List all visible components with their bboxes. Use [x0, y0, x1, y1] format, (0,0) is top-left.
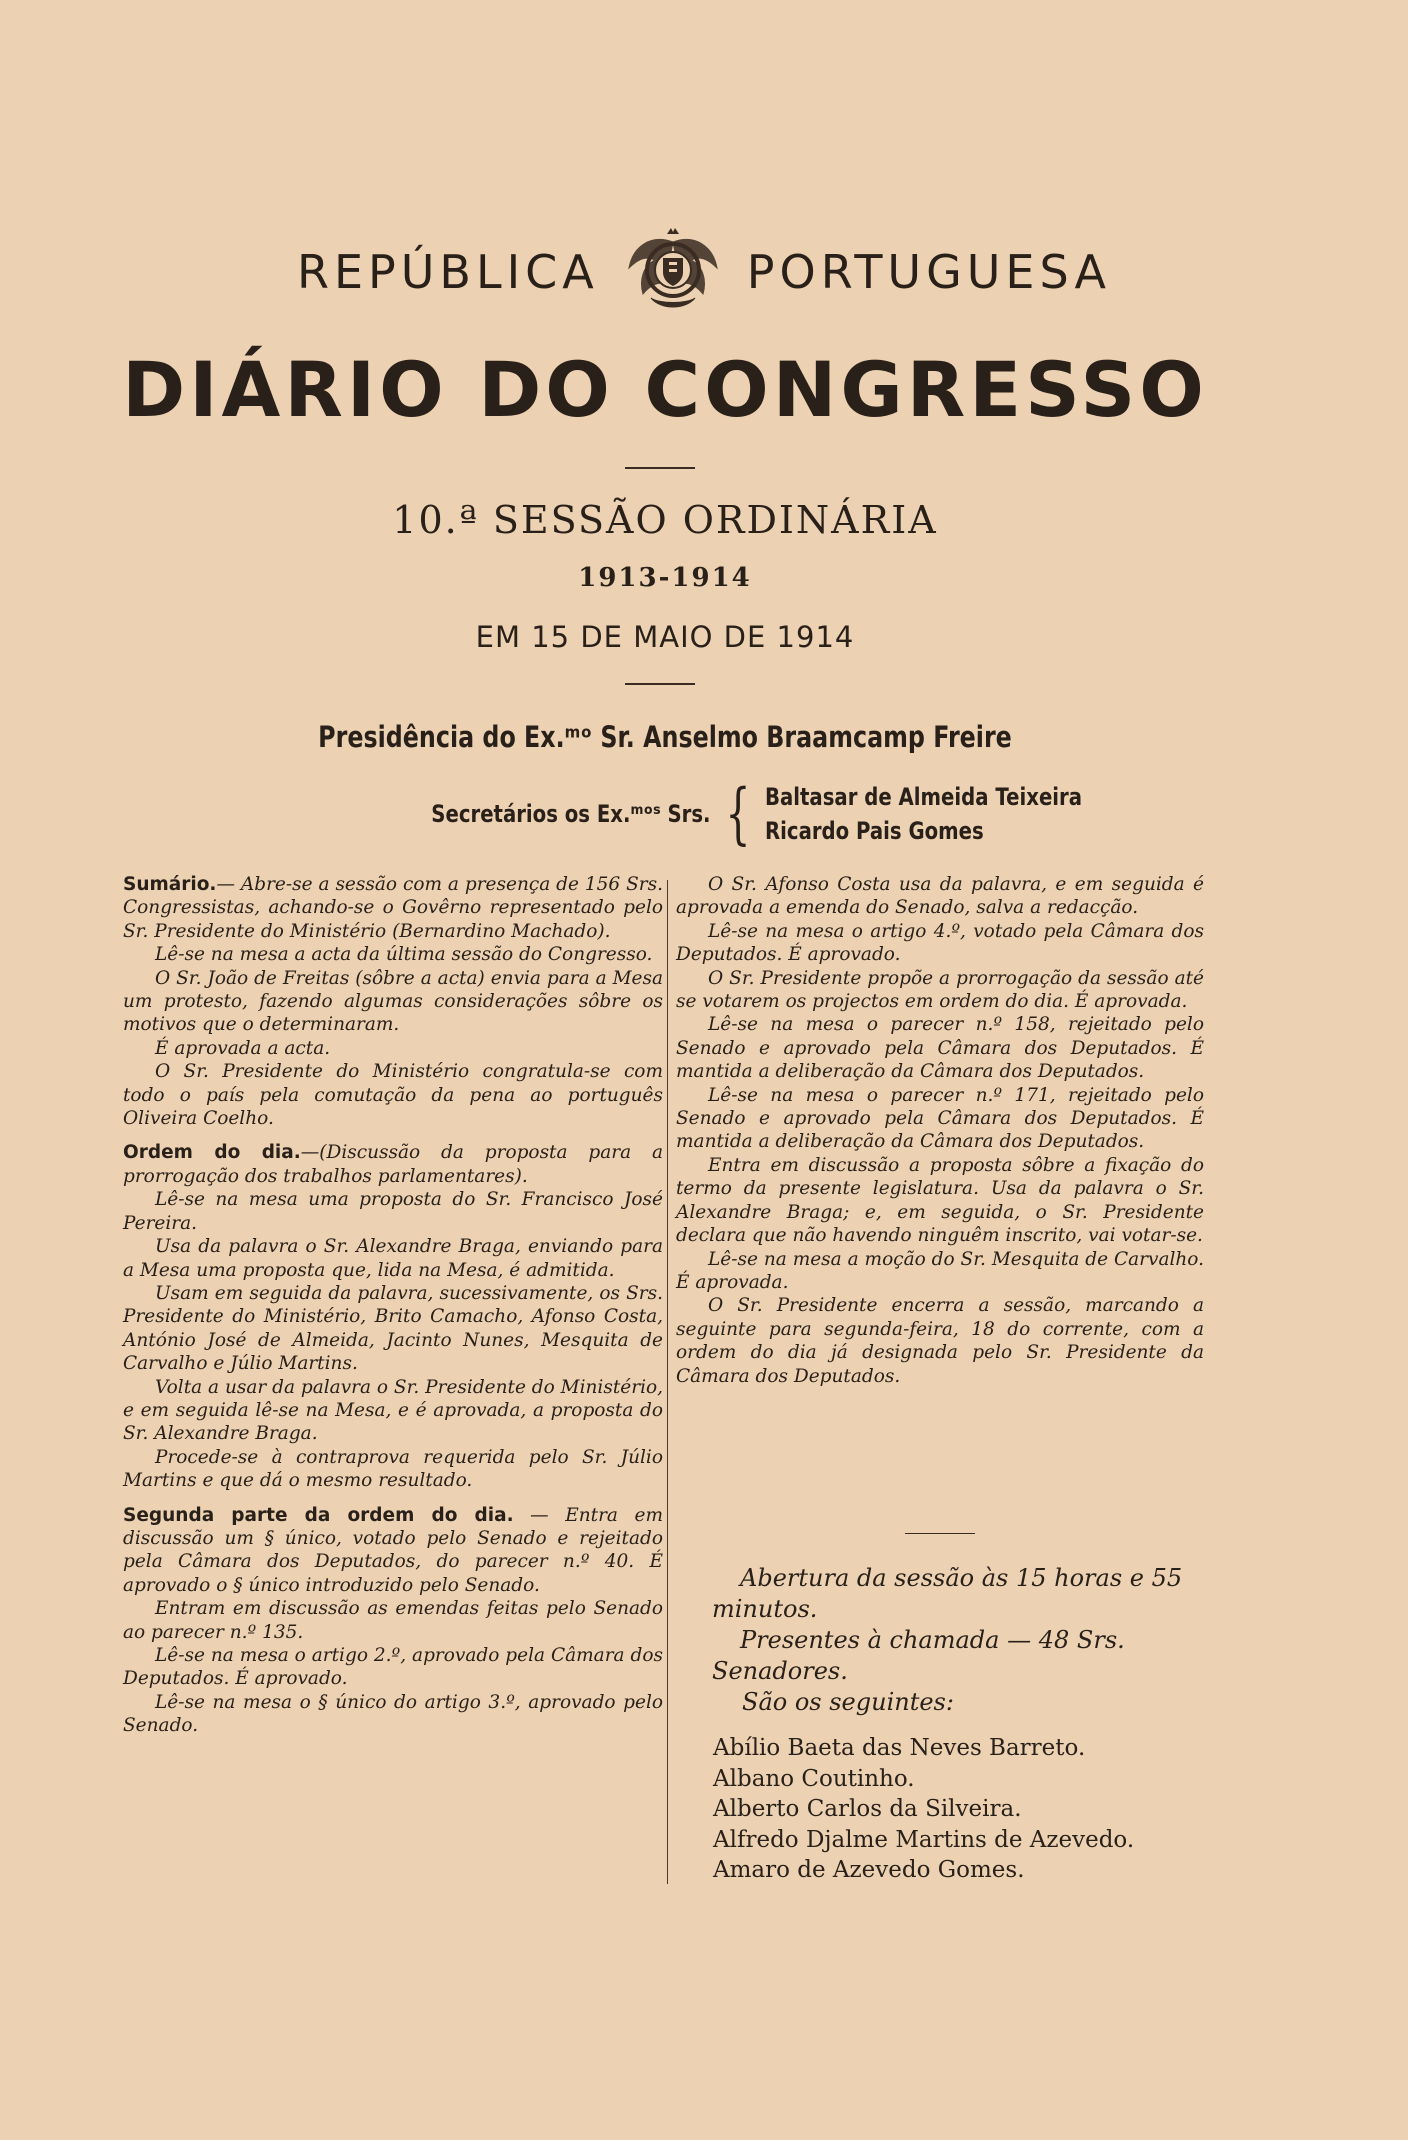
- session-opening: [712, 1563, 1212, 1718]
- order-of-day-heading: Ordem do dia.: [123, 1142, 301, 1164]
- second-part-heading: Segunda parte da ordem do dia.: [123, 1504, 514, 1526]
- order-paragraph: Procede-se à contraprova requerida pelo Sr. Júlio Martins e que dá o mesmo resultado.: [123, 1446, 663, 1492]
- summary-paragraph: Lê-se na mesa a acta da última sessão do Congresso.: [155, 944, 653, 966]
- list-item: Alfredo Djalme Martins de Azevedo.: [713, 1826, 1135, 1853]
- masthead-right-word: PORTUGUESA: [746, 245, 1111, 299]
- journal-title: DIÁRIO DO CONGRESSO: [122, 345, 1208, 434]
- summary-right-column: [676, 873, 1204, 1388]
- summary-paragraph: — Abre-se a sessão com a presença de 156 Srs. Congressistas, achando-se o Govêrno representado pelo Sr. Presidente do Ministério (Bernardino Machado).: [123, 874, 663, 942]
- secretaries-block: [370, 776, 1151, 852]
- second-part-paragraph: Entram em discussão as emendas feitas pelo Senado ao parecer n.º 135.: [123, 1598, 663, 1643]
- second-part-paragraph: Lê-se na mesa o parecer n.º 158, rejeitado pelo Senado e aprovado pela Câmara dos Deputados. É mantida a deliberação da Câmara dos Deputados.: [676, 1014, 1204, 1083]
- attendance-line: Presentes à chamada — 48 Srs. Senadores.: [712, 1626, 1125, 1685]
- legislative-years: 1913-1914: [578, 563, 752, 593]
- presidency-line: Presidência do Ex.ᵐᵒ Sr. Anselmo Braamcamp Freire: [318, 720, 1012, 754]
- summary-heading: Sumário.: [123, 874, 217, 895]
- order-paragraph: —(Discussão da proposta para a prorrogação dos trabalhos parlamentares).: [123, 1142, 663, 1187]
- order-paragraph: Lê-se na mesa uma proposta do Sr. Francisco José Pereira.: [123, 1189, 663, 1234]
- order-paragraph: Usa da palavra o Sr. Alexandre Braga, enviando para a Mesa uma proposta que, lida na Mesa, é admitida.: [123, 1236, 663, 1281]
- column-divider: [667, 880, 668, 1884]
- session-date: EM 15 DE MAIO DE 1914: [475, 620, 855, 654]
- secretaries-names: [765, 780, 1082, 848]
- second-part-paragraph: Lê-se na mesa o § único do artigo 3.º, aprovado pelo Senado.: [123, 1691, 663, 1737]
- session-heading: 10.ª SESSÃO ORDINÁRIA: [392, 498, 938, 542]
- roll-intro: São os seguintes:: [742, 1688, 954, 1716]
- coat-of-arms-icon: [621, 224, 725, 320]
- opening-line: Abertura da sessão às 15 horas e 55 minutos.: [712, 1564, 1183, 1623]
- summary-left-column: [123, 873, 663, 1738]
- list-item: Albano Coutinho.: [713, 1765, 915, 1792]
- masthead-left-word: REPÚBLICA: [296, 245, 599, 299]
- second-part-paragraph: O Sr. Afonso Costa usa da palavra, e em seguida é aprovada a emenda do Senado, salva a redacção.: [676, 874, 1204, 919]
- list-item: Alberto Carlos da Silveira.: [713, 1796, 1022, 1822]
- divider-rule: [625, 467, 695, 469]
- roll-call-list: [713, 1733, 1233, 1886]
- list-item: Abílio Baeta das Neves Barreto.: [713, 1735, 1086, 1761]
- order-paragraph: Volta a usar da palavra o Sr. Presidente do Ministério, e em seguida lê-se na Mesa, e é aprovada, a proposta do Sr. Alexandre Braga.: [123, 1376, 664, 1445]
- secretary-name: Ricardo Pais Gomes: [764, 817, 984, 845]
- second-part-paragraph: Entra em discussão a proposta sôbre a fixação do termo da presente legislatura. Usa da palavra o Sr. Alexandre Braga; e, em seguida, o Sr. Presidente declara que não havendo ninguêm inscrito, vai votar-se.: [676, 1154, 1204, 1247]
- list-item: Amaro de Azevedo Gomes.: [713, 1857, 1025, 1883]
- second-part-paragraph: Lê-se na mesa o parecer n.º 171, rejeitado pelo Senado e aprovado pela Câmara dos Deputados. É mantida a deliberação da Câmara dos Deputados.: [676, 1084, 1204, 1153]
- masthead: [0, 222, 1408, 322]
- secretary-name: Baltasar de Almeida Teixeira: [764, 783, 1082, 811]
- second-part-paragraph: — Entra em discussão um § único, votado pelo Senado e rejeitado pela Câmara dos Deputados, do parecer n.º 40. É aprovado o § único introduzido pelo Senado.: [123, 1504, 663, 1596]
- secretaries-label: Secretários os Ex.ᵐᵒˢ Srs.: [431, 800, 711, 828]
- second-part-paragraph: O Sr. Presidente encerra a sessão, marcando a seguinte para segunda-feira, 18 do corrente, com a ordem do dia já designada pelo Sr. Presidente da Câmara dos Deputados.: [676, 1295, 1204, 1387]
- divider-rule: [625, 683, 695, 685]
- second-part-paragraph: O Sr. Presidente propõe a prorrogação da sessão até se votarem os projectos em ordem do dia. É aprovada.: [676, 967, 1204, 1013]
- summary-paragraph: O Sr. João de Freitas (sôbre a acta) envia para a Mesa um protesto, fazendo algumas considerações sôbre os motivos que o determinaram.: [123, 967, 663, 1036]
- second-part-paragraph: Lê-se na mesa a moção do Sr. Mesquita de Carvalho. É aprovada.: [676, 1248, 1204, 1293]
- order-paragraph: Usam em seguida da palavra, sucessivamente, os Srs. Presidente do Ministério, Brito Camacho, Afonso Costa, António José de Almeida, Jacinto Nunes, Mesquita de Carvalho e Júlio Martins.: [123, 1282, 663, 1375]
- second-part-paragraph: Lê-se na mesa o artigo 4.º, votado pela Câmara dos Deputados. É aprovado.: [676, 920, 1204, 966]
- summary-paragraph: É aprovada a acta.: [155, 1037, 331, 1059]
- summary-paragraph: O Sr. Presidente do Ministério congratula-se com todo o país pela comutação da pena ao português Oliveira Coelho.: [123, 1061, 663, 1130]
- brace-icon: {: [724, 775, 751, 852]
- divider-rule: [905, 1533, 975, 1534]
- second-part-paragraph: Lê-se na mesa o artigo 2.º, aprovado pela Câmara dos Deputados. É aprovado.: [123, 1645, 663, 1690]
